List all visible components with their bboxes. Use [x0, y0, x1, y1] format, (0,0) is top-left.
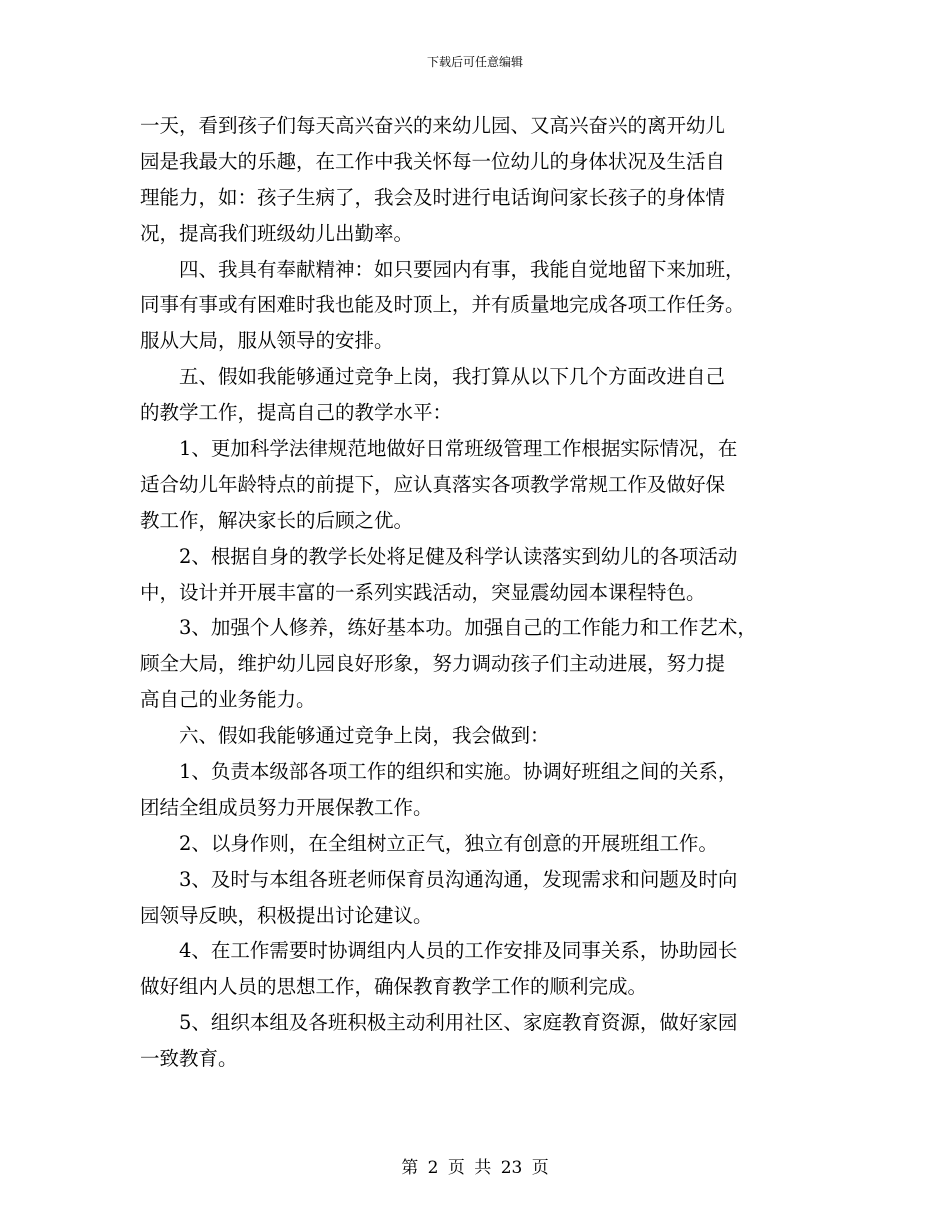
text-line: 1、更加科学法律规范地做好日常班级管理工作根据实际情况，在	[179, 437, 738, 461]
text-line: 五、假如我能够通过竞争上岗，我打算从以下几个方面改进自己	[179, 365, 726, 389]
text-line: 理能力，如：孩子生病了，我会及时进行电话询问家长孩子的身体情	[140, 185, 726, 209]
text-line: 的教学工作，提高自己的教学水平：	[140, 401, 453, 425]
text-line: 四、我具有奉献精神：如只要园内有事，我能自觉地留下来加班，	[179, 257, 745, 281]
text-line: 3、加强个人修养，练好基本功。加强自己的工作能力和工作艺术，	[179, 616, 757, 640]
text-line: 同事有事或有困难时我也能及时顶上，并有质量地完成各项工作任务。	[140, 293, 745, 317]
text-line: 园是我最大的乐趣，在工作中我关怀每一位幼儿的身体状况及生活自	[140, 149, 726, 173]
text-line: 教工作，解决家长的后顾之优。	[140, 508, 414, 532]
text-line: 况，提高我们班级幼儿出勤率。	[140, 221, 414, 245]
page-header: 下载后可任意编辑	[426, 55, 523, 69]
text-line: 适合幼儿年龄特点的前提下，应认真落实各项教学常规工作及做好保	[140, 472, 726, 496]
text-line: 1、负责本级部各项工作的组织和实施。协调好班组之间的关系，	[179, 760, 738, 784]
text-line: 做好组内人员的思想工作，确保教育教学工作的顺利完成。	[140, 975, 648, 999]
text-line: 一天，看到孩子们每天高兴奋兴的来幼儿园、又高兴奋兴的离开幼儿	[140, 114, 726, 137]
text-line: 中，设计并开展丰富的一系列实践活动，突显震幼园本课程特色。	[140, 580, 706, 604]
document-body	[140, 108, 830, 1077]
text-line: 团结全组成员努力开展保教工作。	[140, 795, 433, 819]
text-line: 4、在工作需要时协调组内人员的工作安排及同事关系，协助园长	[179, 939, 738, 963]
text-line: 园领导反映，积极提出讨论建议。	[140, 903, 433, 927]
page-footer: 第 2 页 共 23 页	[401, 1158, 549, 1178]
text-line: 服从大局，服从领导的安排。	[140, 329, 394, 353]
text-line: 一致教育。	[140, 1047, 238, 1071]
text-line: 3、及时与本组各班老师保育员沟通沟通，发现需求和问题及时向	[179, 867, 738, 891]
text-line: 2、根据自身的教学长处将足健及科学认读落实到幼儿的各项活动	[179, 544, 738, 568]
text-line: 2、以身作则，在全组树立正气，独立有创意的开展班组工作。	[179, 831, 718, 855]
text-line: 高自己的业务能力。	[140, 688, 316, 712]
text-line: 顾全大局，维护幼儿园良好形象，努力调动孩子们主动进展，努力提	[140, 652, 726, 676]
text-line: 六、假如我能够通过竞争上岗，我会做到：	[179, 724, 550, 748]
text-line: 5、组织本组及各班积极主动利用社区、家庭教育资源，做好家园	[179, 1011, 738, 1035]
